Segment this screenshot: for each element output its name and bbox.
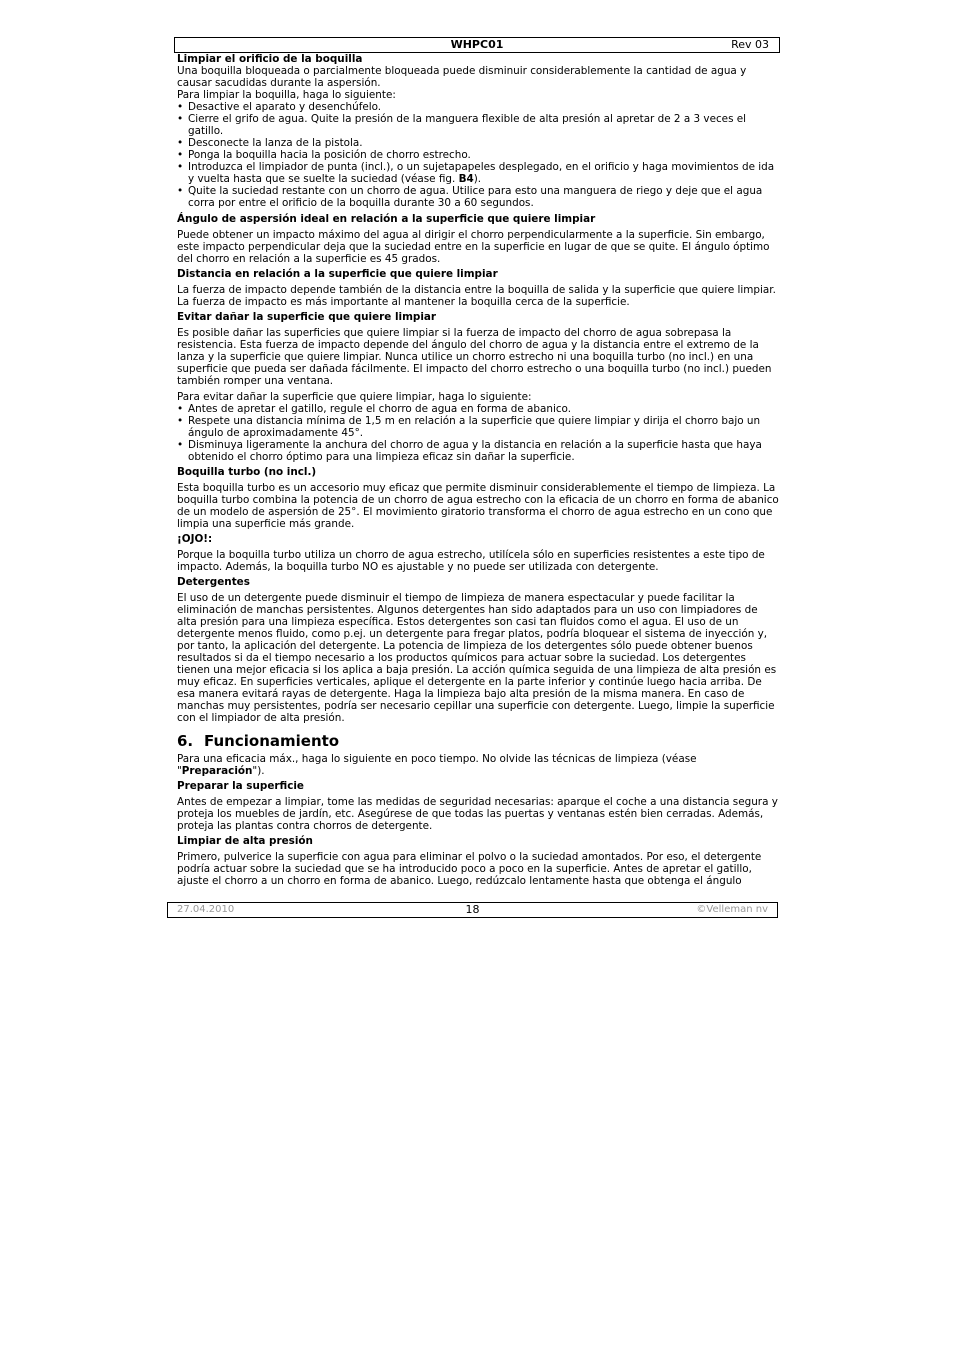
- list-item: [177, 161, 779, 185]
- model-number: WHPC01: [450, 38, 504, 51]
- paragraph: Es posible dañar las superficies que quiere limpiar si la fuerza de impacto del chorro de agua sobrepasa la resistencia. Esta fuerza de impacto depende del ángulo del chorro de agua y la distancia entre el extremo de la lanza y la superficie que quiere limpiar. Nunca utilice un chorro estrecho ni una boquilla turbo (no incl.) en una superficie que pueda ser dañada fácilmente. El impacto del chorro estrecho o una boquilla turbo (no incl.) pueden también romper una ventana.: [177, 327, 772, 387]
- paragraph: Antes de empezar a limpiar, tome las medidas de seguridad necesarias: aparque el coche a una distancia segura y proteja los muebles de jardín, etc. Asegúrese de que todas las puertas y ventanas estén bien cerradas. Además, proteja las plantas contra chorros de detergente.: [177, 796, 778, 832]
- paragraph: Porque la boquilla turbo utiliza un chorro de agua estrecho, utilícela sólo en superficies resistentes a este tipo de impacto. Además, la boquilla turbo NO es ajustable y no puede ser utilizada con detergente.: [177, 549, 765, 573]
- paragraph: Para evitar dañar la superficie que quiere limpiar, haga lo siguiente:: [177, 391, 532, 403]
- paragraph: Una boquilla bloqueada o parcialmente bloqueada puede disminuir considerablemente la cantidad de agua y causar sacudidas durante la aspersión.: [177, 65, 747, 89]
- list-item-text: Introduzca el limpiador de punta (incl.), o un sujetapapeles desplegado, en el orificio y haga movimientos de ida y vuelta hasta que se suelte la suciedad (véase fig.: [188, 161, 775, 185]
- revision-label: Rev 03: [731, 38, 769, 51]
- heading-turbo-nozzle: Boquilla turbo (no incl.): [177, 466, 317, 478]
- page-footer: [167, 902, 778, 918]
- list-item: • Desactive el aparato y desenchúfelo.: [177, 101, 779, 113]
- list-item: • Antes de apretar el gatillo, regule el chorro de agua en forma de abanico.: [177, 403, 779, 415]
- page-header: [174, 37, 780, 53]
- heading-distance: Distancia en relación a la superficie que quiere limpiar: [177, 268, 498, 280]
- heading-avoid-damage: Evitar dañar la superficie que quiere limpiar: [177, 311, 437, 323]
- paragraph-text: Para una eficacia máx., haga lo siguiente en poco tiempo. No olvide las técnicas de limpieza (véase ": [177, 753, 697, 777]
- paragraph: [177, 753, 779, 777]
- section-number: 6.: [177, 732, 194, 750]
- paragraph: Primero, pulverice la superficie con agua para eliminar el polvo o la suciedad amontados. Por eso, el detergente podría actuar sobre la suciedad que se ha introducido poco a poco en la superficie. Antes de apretar el gatillo, ajuste el chorro a un chorro en forma de abanico. Luego, redúzcalo lentamente hasta que obtenga el ángulo: [177, 851, 762, 887]
- section-title: [177, 732, 779, 750]
- heading-warning: ¡OJO!:: [177, 533, 213, 545]
- paragraph-text: ").: [252, 765, 265, 777]
- list-item: • Ponga la boquilla hacia la posición de chorro estrecho.: [177, 149, 779, 161]
- heading-detergents: Detergentes: [177, 576, 250, 588]
- footer-copyright: ©Velleman nv: [696, 904, 768, 915]
- paragraph: Esta boquilla turbo es un accesorio muy eficaz que permite disminuir considerablemente el tiempo de limpieza. La boquilla turbo combina la potencia de un chorro de agua estrecho con la eficacia de un chorro en forma de abanico de un modelo de aspersión de 25°. El movimiento giratorio transforma el chorro de agua estrecho en un cono que limpia una superficie más grande.: [177, 482, 779, 530]
- bullet-list: [177, 403, 779, 463]
- footer-date: 27.04.2010: [177, 904, 235, 915]
- page-number: 18: [465, 903, 480, 916]
- paragraph: Para limpiar la boquilla, haga lo siguiente:: [177, 89, 396, 101]
- bullet-list: [177, 101, 779, 209]
- paragraph: Puede obtener un impacto máximo del agua al dirigir el chorro perpendicularmente a la superficie. Sin embargo, este impacto perpendicular deja que la suciedad entre en la superficie en lugar de que se quite. El ángulo óptimo del chorro en relación a la superficie es 45 grados.: [177, 229, 770, 265]
- section-title-text: Funcionamiento: [204, 732, 340, 750]
- list-item: • Respete una distancia mínima de 1,5 m en relación a la superficie que quiere limpiar y dirija el chorro bajo un ángulo de aproximadamente 45°.: [177, 415, 779, 439]
- heading-spray-angle: Ángulo de aspersión ideal en relación a la superficie que quiere limpiar: [177, 213, 596, 225]
- heading-nozzle-cleaning: Limpiar el orificio de la boquilla: [177, 53, 363, 65]
- list-item: • Cierre el grifo de agua. Quite la presión de la manguera flexible de alta presión al apretar de 2 a 3 veces el gatillo.: [177, 113, 779, 137]
- heading-high-pressure: Limpiar de alta presión: [177, 835, 313, 847]
- cross-reference: Preparación: [181, 765, 253, 777]
- paragraph: El uso de un detergente puede disminuir el tiempo de limpieza de manera espectacular y puede facilitar la eliminación de manchas persistentes. Algunos detergentes han sido adaptados para un uso con limpiadores de alta presión para una limpieza específica. Estos detergentes son casi tan fluidos como el agua. El uso de un detergente menos fluido, como p.ej. un detergente para fregar platos, podría bloquear el sistema de inyección y, por tanto, la aplicación del detergente. La potencia de limpieza de los detergentes sólo puede obtener buenos resultados si da el tiempo necesario a los productos químicos para actuar sobre la suciedad. Los detergentes tienen una mejor eficacia si los aplica a baja presión. La acción química seguida de una limpieza de alta presión es muy eficaz. En superficies verticales, aplique el detergente en la parte inferior y continúe luego hacia arriba. De esa manera evitará rayas de detergente. Haga la limpieza bajo alta presión de la misma manera. En caso de manchas muy persistentes, podría ser necesario cepillar una superficie con detergente. Luego, limpie la superficie con el limpiador de alta presión.: [177, 592, 777, 724]
- list-item-text: ).: [473, 173, 482, 185]
- heading-prepare-surface: Preparar la superficie: [177, 780, 304, 792]
- list-item: • Quite la suciedad restante con un chorro de agua. Utilice para esto una manguera de riego y deje que el agua corra por entre el orificio de la boquilla durante 30 a 60 segundos.: [177, 185, 779, 209]
- paragraph: La fuerza de impacto depende también de la distancia entre la boquilla de salida y la superficie que quiere limpiar. La fuerza de impacto es más importante al mantener la boquilla cerca de la superficie.: [177, 284, 776, 308]
- document-body: [177, 53, 779, 887]
- list-item: • Disminuya ligeramente la anchura del chorro de agua y la distancia en relación a la superficie hasta que haya obtenido el chorro óptimo para una limpieza eficaz sin dañar la superficie.: [177, 439, 779, 463]
- list-item: • Desconecte la lanza de la pistola.: [177, 137, 779, 149]
- figure-reference: B4: [458, 173, 474, 185]
